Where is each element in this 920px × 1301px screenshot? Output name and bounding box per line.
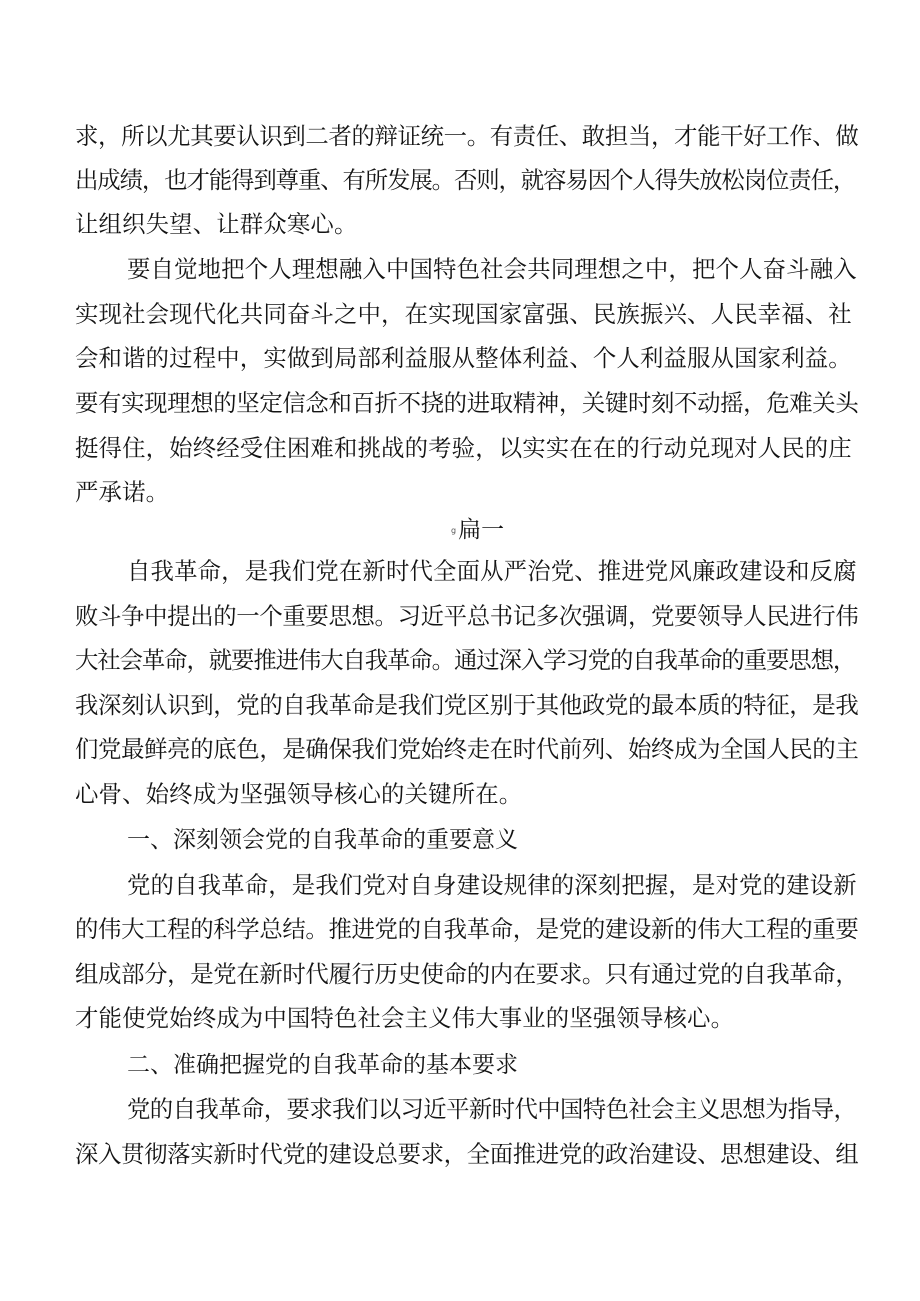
- paragraph-5-line-1: 党的自我革命，要求我们以习近平新时代中国特色社会主义思想为指导，: [127, 1095, 857, 1123]
- section-title-prefix: g: [451, 526, 457, 535]
- paragraph-3-line-5: 们党最鲜亮的底色，是确保我们党始终走在时代前列、始终成为全国人民的主: [75, 735, 859, 763]
- section-title: [451, 515, 504, 546]
- paragraph-4-line-2: 的伟大工程的科学总结。推进党的自我革命，是党的建设新的伟大工程的重要: [75, 915, 859, 943]
- paragraph-3-line-3: 大社会革命，就要推进伟大自我革命。通过深入学习党的自我革命的重要思想，: [75, 646, 856, 674]
- paragraph-4-line-4: 才能使党始终成为中国特色社会主义伟大事业的坚强领导核心。: [75, 1004, 735, 1032]
- paragraph-1-line-2: 出成绩，也才能得到尊重、有所发展。否则，就容易因个人得失放松岗位责任，: [75, 166, 856, 194]
- paragraph-3-line-6: 心骨、始终成为坚强领导核心的关键所在。: [75, 780, 523, 808]
- paragraph-1-line-1: 求，所以尤其要认识到二者的辩证统一。有责任、敢担当，才能干好工作、做: [75, 122, 859, 150]
- paragraph-2-line-5: 挺得住，始终经受住困难和挑战的考验，以实实在在的行动兑现对人民的庄: [75, 434, 852, 462]
- section-title-text: 扁一: [458, 517, 505, 543]
- paragraph-3-line-2: 败斗争中提出的一个重要思想。习近平总书记多次强调，党要领导人民进行伟: [75, 602, 859, 630]
- paragraph-2-line-6: 严承诺。: [75, 478, 170, 506]
- paragraph-3-line-1: 自我革命，是我们党在新时代全面从严治党、推进党风廉政建设和反腐: [127, 557, 857, 585]
- paragraph-3-line-4: 我深刻认识到，党的自我革命是我们党区别于其他政党的最本质的特征，是我: [75, 691, 859, 719]
- paragraph-4-line-1: 党的自我革命，是我们党对自身建设规律的深刻把握，是对党的建设新: [127, 871, 857, 899]
- heading-1: 一、深刻领会党的自我革命的重要意义: [127, 827, 518, 853]
- paragraph-4-line-3: 组成部分，是党在新时代履行历史使命的内在要求。只有通过党的自我革命，: [75, 960, 859, 988]
- paragraph-2-line-2: 实现社会现代化共同奋斗之中，在实现国家富强、民族振兴、人民幸福、社: [75, 300, 852, 328]
- paragraph-2-line-4: 要有实现理想的坚定信念和百折不挠的进取精神，关键时刻不动摇，危难关头: [75, 389, 859, 417]
- paragraph-1-line-3: 让组织失望、让群众寒心。: [75, 210, 358, 238]
- paragraph-2-line-3: 会和谐的过程中，实做到局部利益服从整体利益、个人利益服从国家利益。: [75, 344, 852, 372]
- heading-2: 二、准确把握党的自我革命的基本要求: [127, 1052, 518, 1078]
- paragraph-2-line-1: 要自觉地把个人理想融入中国特色社会共同理想之中，把个人奋斗融入: [127, 255, 857, 283]
- paragraph-5-line-2: 深入贯彻落实新时代党的建设总要求，全面推进党的政治建设、思想建设、组: [75, 1140, 859, 1168]
